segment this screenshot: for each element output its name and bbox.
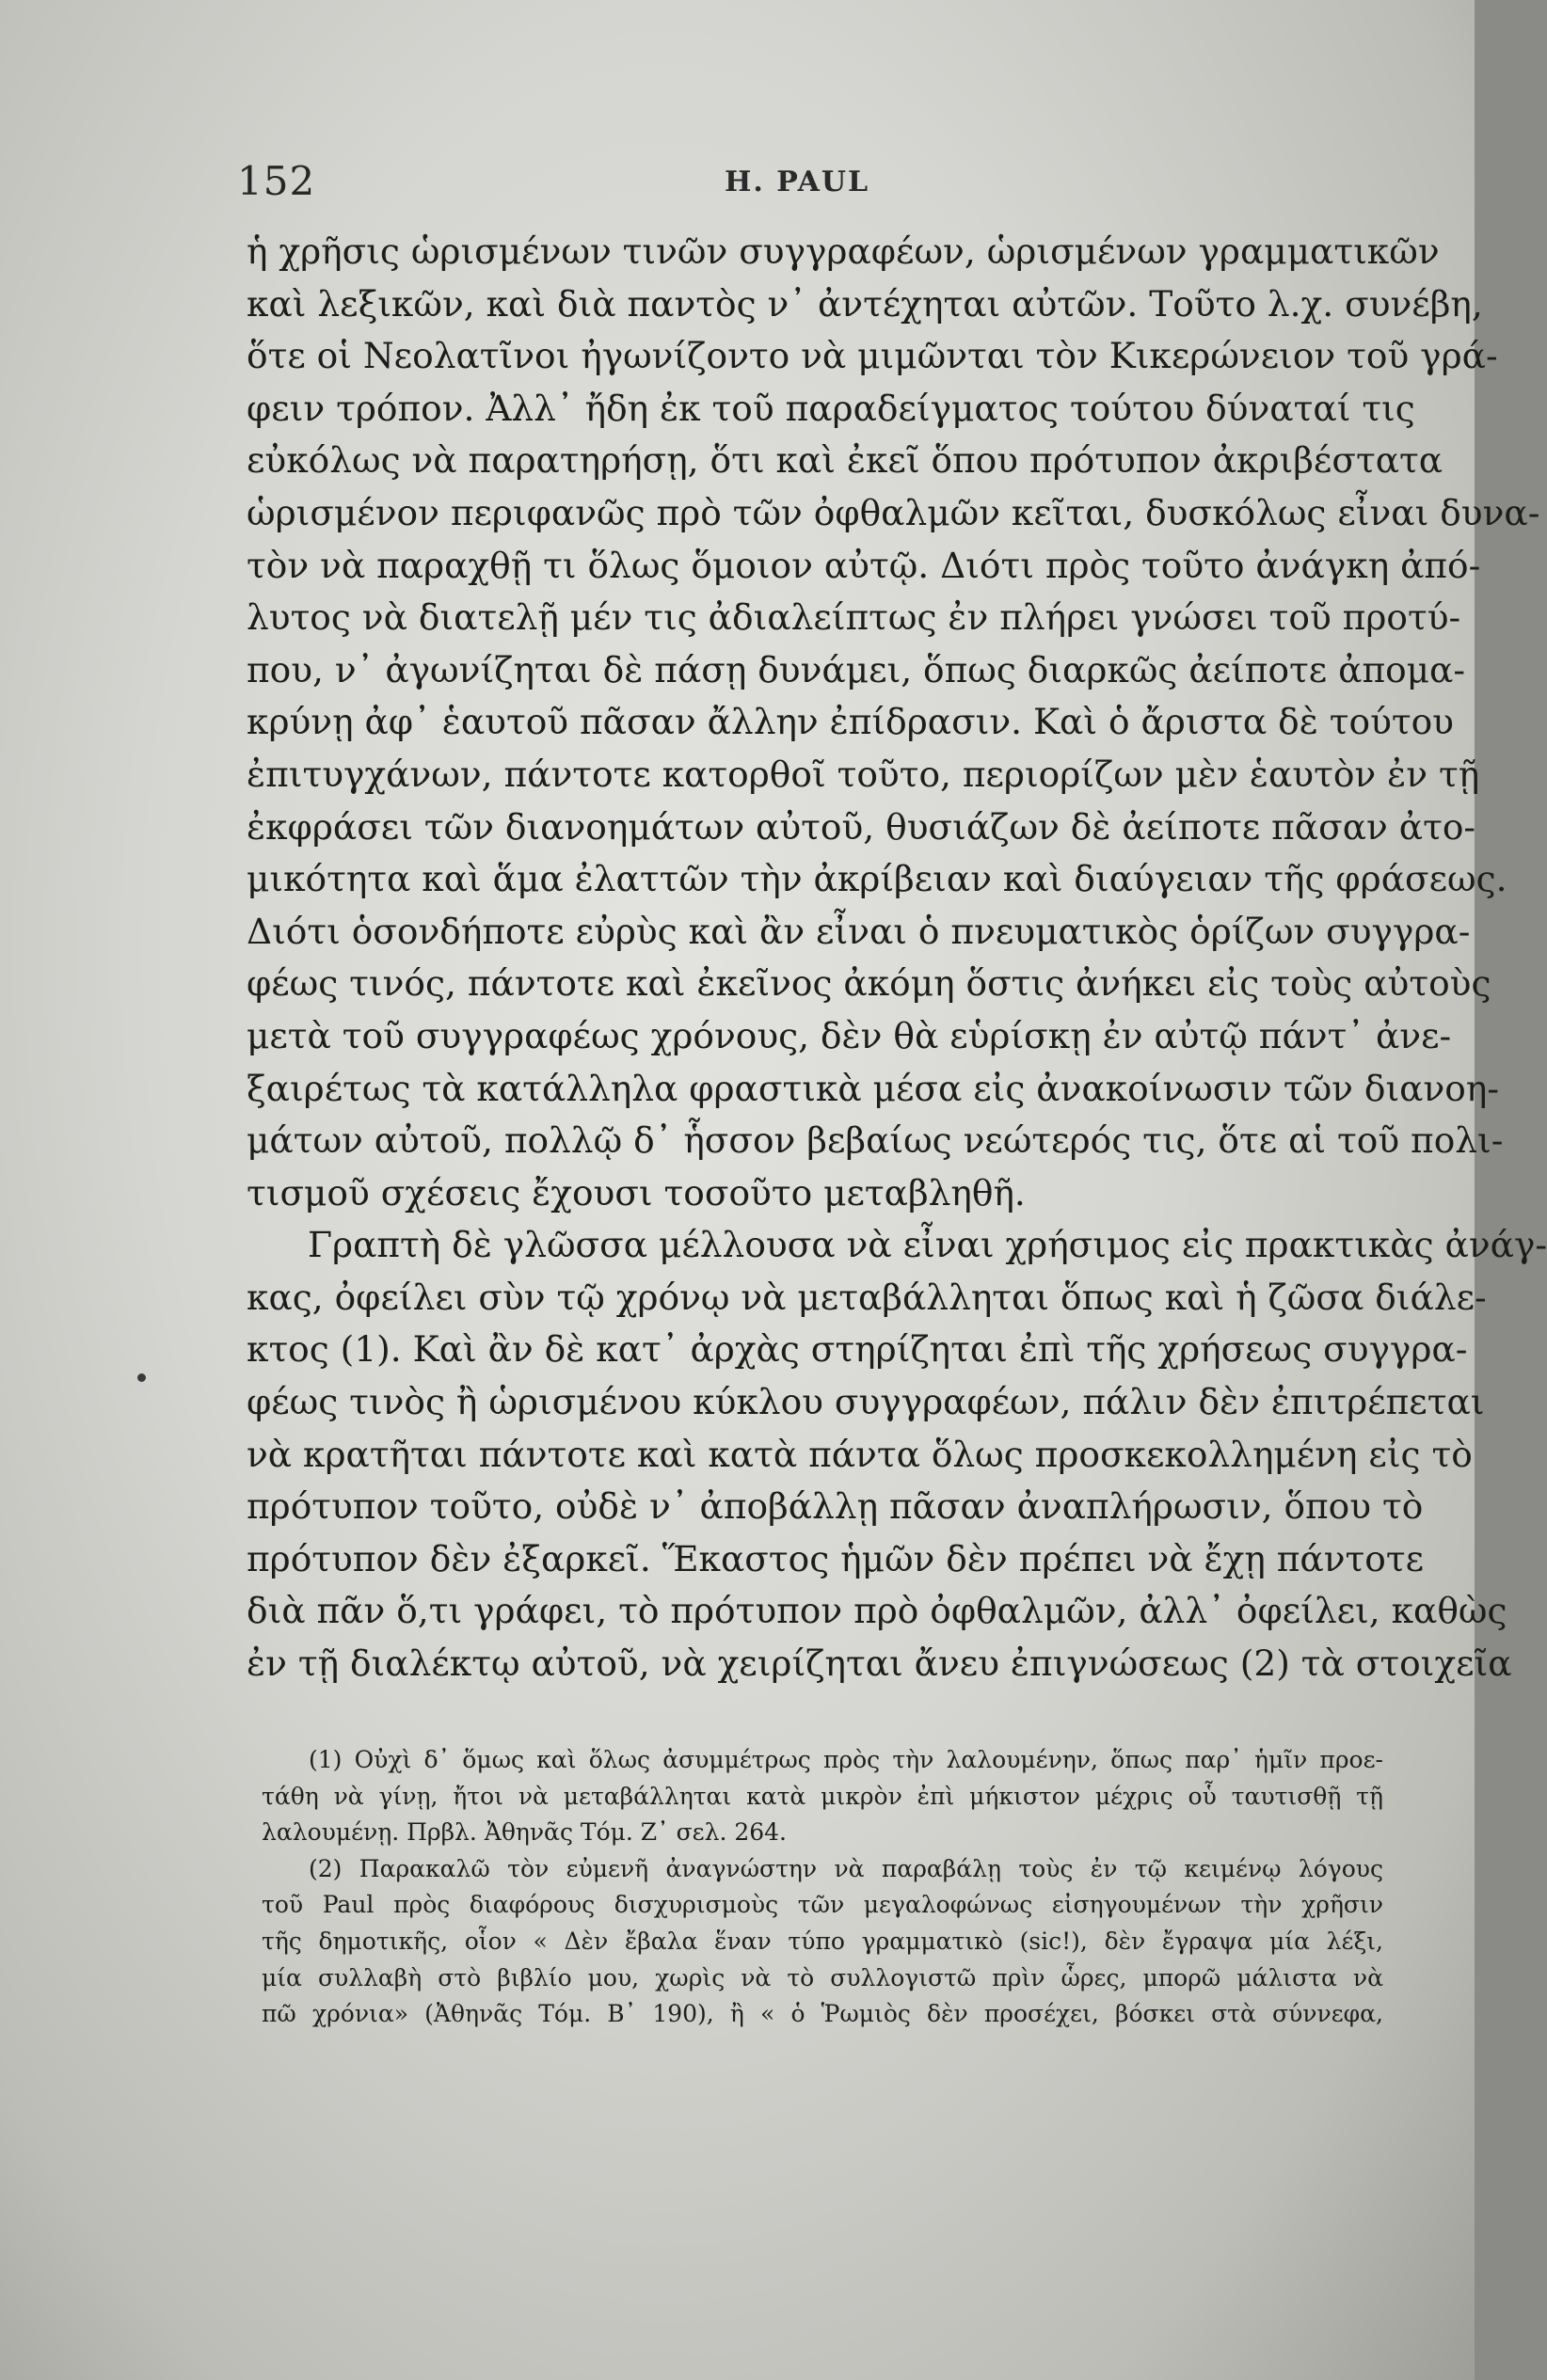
footnote-line: τῆς δημοτικῆς, οἷον « Δὲν ἔβαλα ἕναν τύπο γραμματικὸ (sic!), δὲν ἔγραψα μία λέξι, (262, 1927, 1383, 1955)
footnote-line: μία συλλαβὴ στὸ βιβλίο μου, χωρὶς νὰ τὸ συλλογιστῶ πρὶν ὧρες, μπορῶ μάλιστα νὰ (262, 1963, 1383, 1991)
footnote-line: τάθη νὰ γίνῃ, ἤτοι νὰ μεταβάλληται κατὰ μικρὸν ἐπὶ μήκιστον μέχρις οὗ ταυτισθῇ τῇ (262, 1782, 1383, 1810)
text-line: τὸν νὰ παραχθῇ τι ὅλως ὅμοιον αὐτῷ. Διότι πρὸς τοῦτο ἀνάγκη ἀπό- (247, 544, 1481, 586)
text-line: ἐκφράσει τῶν διανοημάτων αὐτοῦ, θυσιάζων δὲ ἀείποτε πᾶσαν ἀτο- (247, 805, 1476, 848)
text-line: κτος (1). Καὶ ἂν δὲ κατ᾽ ἀρχὰς στηρίζηται ἐπὶ τῆς χρήσεως συγγρα- (247, 1328, 1468, 1371)
text-line: ἐπιτυγχάνων, πάντοτε κατορθοῖ τοῦτο, περιορίζων μὲν ἑαυτὸν ἐν τῇ (247, 753, 1480, 795)
text-line: ἡ χρῆσις ὡρισμένων τινῶν συγγραφέων, ὡρισμένων γραμματικῶν (247, 230, 1440, 272)
text-line: καὶ λεξικῶν, καὶ διὰ παντὸς ν᾽ ἀντέχηται αὐτῶν. Τοῦτο λ.χ. συνέβη, (247, 282, 1483, 325)
text-line: κρύνῃ ἀφ᾽ ἑαυτοῦ πᾶσαν ἄλλην ἐπίδρασιν. Καὶ ὁ ἄριστα δὲ τούτου (247, 701, 1454, 743)
text-line: ὡρισμένον περιφανῶς πρὸ τῶν ὀφθαλμῶν κεῖται, δυσκόλως εἶναι δυνα- (247, 491, 1540, 533)
text-line: λυτος νὰ διατελῇ μέν τις ἀδιαλείπτως ἐν πλήρει γνώσει τοῦ προτύ- (247, 596, 1461, 639)
footnotes (262, 1742, 1383, 2033)
text-line: μάτων αὐτοῦ, πολλῷ δ᾽ ἧσσον βεβαίως νεώτερός τις, ὅτε αἱ τοῦ πολι- (247, 1119, 1504, 1162)
footnote-line: (2) Παρακαλῶ τὸν εὐμενῆ ἀναγνώστην νὰ παραβάλῃ τοὺς ἐν τῷ κειμένῳ λόγους (309, 1854, 1383, 1882)
running-head: H. PAUL (725, 166, 870, 198)
text-line: πρότυπον τοῦτο, οὐδὲ ν᾽ ἀποβάλλῃ πᾶσαν ἀναπλήρωσιν, ὅπου τὸ (247, 1485, 1424, 1528)
text-line: ὅτε οἱ Νεολατῖνοι ἠγωνίζοντο νὰ μιμῶνται τὸν Κικερώνειον τοῦ γρά- (247, 335, 1498, 377)
footnote-line: πῶ χρόνια» (Ἀθηνᾶς Τόμ. Β᾽ 190), ἢ « ὁ Ῥωμιὸς δὲν προσέχει, βόσκει στὰ σύννεφα, (262, 2000, 1383, 2028)
text-line: νὰ κρατῆται πάντοτε καὶ κατὰ πάντα ὅλως προσκεκολλημένη εἰς τὸ (247, 1433, 1473, 1475)
main-text (247, 226, 1547, 1690)
text-line: φέως τινός, πάντοτε καὶ ἐκεῖνος ἀκόμη ὅστις ἀνήκει εἰς τοὺς αὐτοὺς (247, 962, 1491, 1005)
text-line: διὰ πᾶν ὅ,τι γράφει, τὸ πρότυπον πρὸ ὀφθαλμῶν, ἀλλ᾽ ὀφείλει, καθὼς (247, 1590, 1507, 1632)
text-line: μετὰ τοῦ συγγραφέως χρόνους, δὲν θὰ εὑρίσκῃ ἐν αὐτῷ πάντ᾽ ἀνε- (247, 1014, 1452, 1056)
text-line: μικότητα καὶ ἅμα ἐλαττῶν τὴν ἀκρίβειαν καὶ διαύγειαν τῆς φράσεως. (247, 858, 1507, 900)
text-line: φειν τρόπον. Ἀλλ᾽ ἤδη ἐκ τοῦ παραδείγματος τούτου δύναταί τις (247, 387, 1415, 429)
footnote-line: (1) Οὐχὶ δ᾽ ὅμως καὶ ὅλως ἀσυμμέτρως πρὸς τὴν λαλουμένην, ὅπως παρ᾽ ἡμῖν προε- (309, 1746, 1383, 1773)
text-line: τισμοῦ σχέσεις ἔχουσι τοσοῦτο μεταβληθῆ. (247, 1171, 1026, 1214)
footnote-line: τοῦ Paul πρὸς διαφόρους δισχυρισμοὺς τῶν μεγαλοφώνως εἰσηγουμένων τὴν χρῆσιν (262, 1891, 1383, 1919)
text-line: Διότι ὁσονδήποτε εὐρὺς καὶ ἂν εἶναι ὁ πνευματικὸς ὁρίζων συγγρα- (247, 910, 1471, 952)
margin-dot (137, 1373, 146, 1382)
text-line: φέως τινὸς ἢ ὡρισμένου κύκλου συγγραφέων, πάλιν δὲν ἐπιτρέπεται (247, 1381, 1485, 1423)
text-line: εὐκόλως νὰ παρατηρήσῃ, ὅτι καὶ ἐκεῖ ὅπου πρότυπον ἀκριβέστατα (247, 439, 1443, 482)
footnote-line: λαλουμένῃ. Πρβλ. Ἀθηνᾶς Τόμ. Ζ᾽ σελ. 264. (262, 1818, 787, 1847)
page-header (0, 158, 1475, 214)
text-line: που, ν᾽ ἀγωνίζηται δὲ πάσῃ δυνάμει, ὅπως διαρκῶς ἀείποτε ἀπομα- (247, 648, 1466, 690)
text-line: Γραπτὴ δὲ γλῶσσα μέλλουσα νὰ εἶναι χρήσιμος εἰς πρακτικὰς ἀνάγ- (308, 1224, 1547, 1266)
text-line: ξαιρέτως τὰ κατάλληλα φραστικὰ μέσα εἰς ἀνακοίνωσιν τῶν διανοη- (247, 1067, 1499, 1109)
text-line: πρότυπον δὲν ἐξαρκεῖ. Ἕκαστος ἡμῶν δὲν πρέπει νὰ ἔχῃ πάντοτε (247, 1537, 1425, 1579)
page-number: 152 (237, 158, 316, 204)
text-line: κας, ὀφείλει σὺν τῷ χρόνῳ νὰ μεταβάλληται ὅπως καὶ ἡ ζῶσα διάλε- (247, 1276, 1487, 1318)
text-line: ἐν τῇ διαλέκτῳ αὐτοῦ, νὰ χειρίζηται ἄνευ ἐπιγνώσεως (2) τὰ στοιχεῖα (247, 1642, 1512, 1685)
